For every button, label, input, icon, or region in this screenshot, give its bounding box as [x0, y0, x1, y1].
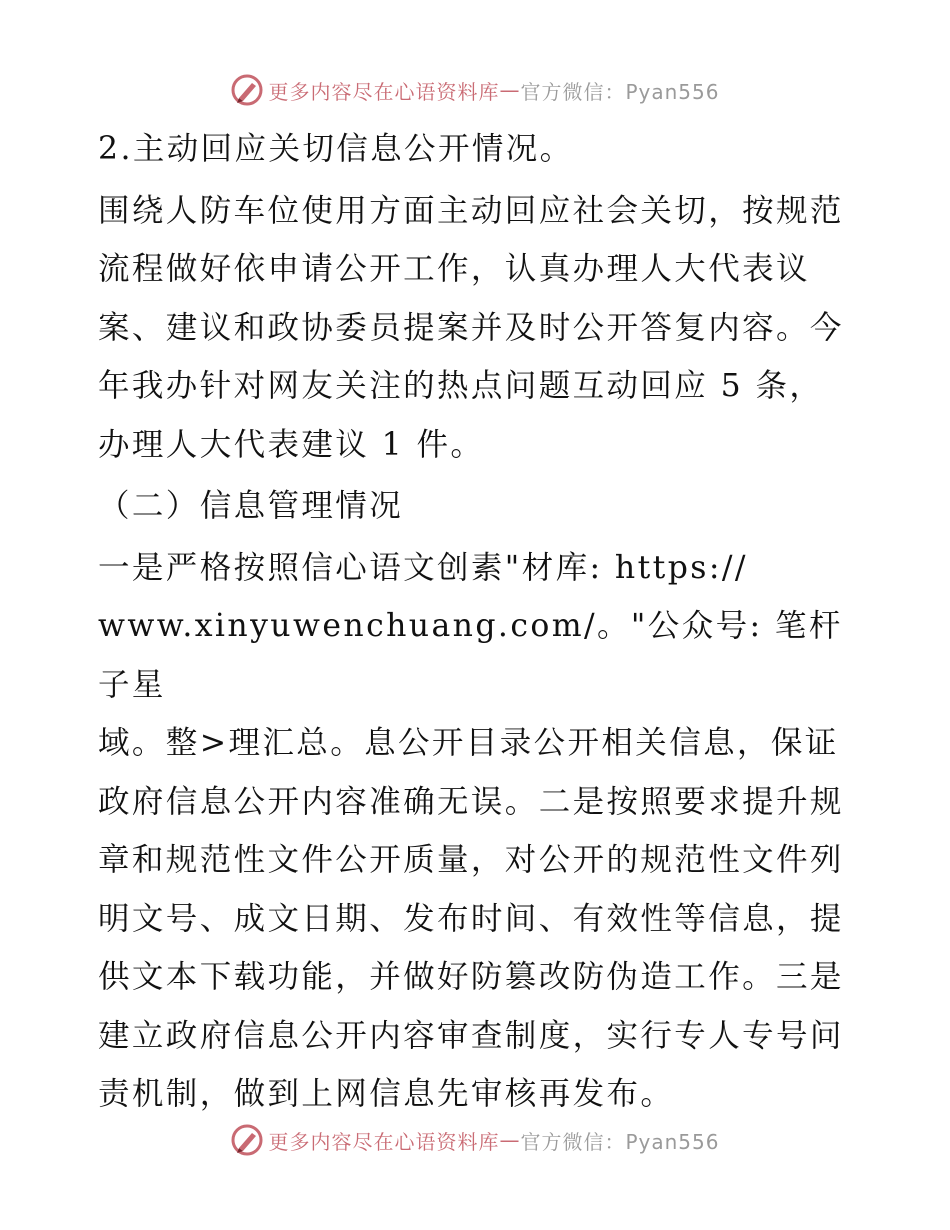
pen-logo-icon — [230, 1123, 264, 1157]
paragraph-management-line-2: www.xinyuwenchuang.com/。"公众号: 笔杆子星 — [98, 608, 843, 703]
document-body — [98, 120, 850, 1124]
paragraph-response: 围绕人防车位使用方面主动回应社会关切，按规范流程做好依申请公开工作，认真办理人大代表议案、建议和政协委员提案并及时公开答复内容。今年我办针对网友关注的热点问题互动回应 5 条，办理人大代表建议 1 件。 — [98, 192, 844, 463]
banner-wechat: 官方微信：Pyan556 — [520, 79, 720, 104]
paragraph-management-rest: 域。整>理汇总。息公开目录公开相关信息，保证政府信息公开内容准确无误。二是按照要求提升规章和规范性文件公开质量，对公开的规范性文件列明文号、成文日期、发布时间、有效性等信息，提供文本下载功能，并做好防篡改防伪造工作。三是建立政府信息公开内容审查制度，实行专人专号问责机制，做到上网信息先审核再发布。 — [98, 725, 844, 1112]
banner-dash: — — [499, 1128, 521, 1152]
banner-dash: — — [499, 78, 521, 102]
pen-logo-icon — [230, 73, 264, 107]
footer-banner — [0, 1120, 950, 1160]
banner-wechat: 官方微信：Pyan556 — [520, 1129, 720, 1154]
banner-title: 更多内容尽在心语资料库 — [268, 79, 500, 104]
section-heading-info-management: （二）信息管理情况 — [98, 488, 404, 524]
banner-title: 更多内容尽在心语资料库 — [268, 1129, 500, 1154]
section-heading-2: 2.主动回应关切信息公开情况。 — [98, 131, 574, 167]
header-banner — [0, 70, 950, 110]
paragraph-management-line-1: 一是严格按照信心语文创素"材库: https:// — [98, 549, 748, 586]
